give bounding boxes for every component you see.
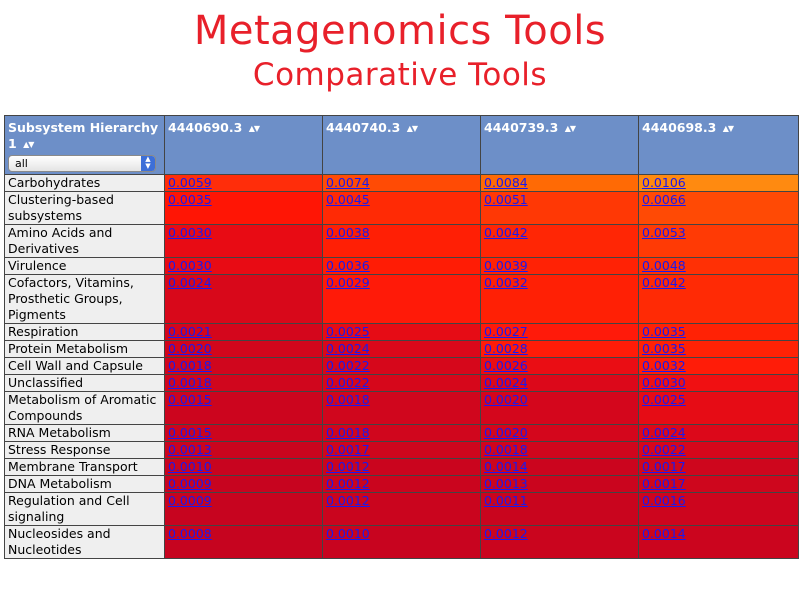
value-cell: [639, 526, 799, 559]
table-row: [5, 175, 799, 192]
value-link[interactable]: 0.0018: [326, 392, 370, 407]
column-header-sample-2: [323, 116, 481, 175]
value-cell: [165, 442, 323, 459]
value-link[interactable]: 0.0012: [326, 493, 370, 508]
value-cell: [639, 275, 799, 324]
value-link[interactable]: 0.0048: [642, 258, 686, 273]
value-link[interactable]: 0.0012: [484, 526, 528, 541]
value-cell: [323, 341, 481, 358]
value-link[interactable]: 0.0028: [484, 341, 528, 356]
value-link[interactable]: 0.0024: [326, 341, 370, 356]
value-link[interactable]: 0.0066: [642, 192, 686, 207]
column-header-subsystem: [5, 116, 165, 175]
value-cell: [639, 459, 799, 476]
value-cell: [165, 493, 323, 526]
value-cell: [481, 476, 639, 493]
row-label: Clustering-based subsystems: [5, 192, 165, 225]
value-cell: [639, 258, 799, 275]
value-cell: [165, 476, 323, 493]
table-body: [5, 175, 799, 559]
value-cell: [323, 459, 481, 476]
value-cell: [165, 341, 323, 358]
value-link[interactable]: 0.0024: [642, 425, 686, 440]
row-label: Nucleosides and Nucleotides: [5, 526, 165, 559]
value-cell: [481, 425, 639, 442]
value-cell: [323, 425, 481, 442]
value-cell: [165, 358, 323, 375]
value-link[interactable]: 0.0008: [168, 526, 212, 541]
value-cell: [639, 442, 799, 459]
filter-selected-value: all: [15, 156, 28, 170]
value-cell: [165, 275, 323, 324]
value-cell: [481, 324, 639, 341]
value-cell: [639, 192, 799, 225]
table-row: [5, 375, 799, 392]
column-header-sample-3: [481, 116, 639, 175]
value-link[interactable]: 0.0030: [642, 375, 686, 390]
sort-up-down-icon[interactable]: ▲▼: [248, 123, 260, 133]
value-cell: [481, 175, 639, 192]
row-label: Protein Metabolism: [5, 341, 165, 358]
value-cell: [639, 225, 799, 258]
value-cell: [639, 493, 799, 526]
row-label: Unclassified: [5, 375, 165, 392]
value-link[interactable]: 0.0039: [484, 258, 528, 273]
value-cell: [481, 258, 639, 275]
value-link[interactable]: 0.0024: [484, 375, 528, 390]
row-label: Virulence: [5, 258, 165, 275]
value-link[interactable]: 0.0025: [326, 324, 370, 339]
row-label: Cofactors, Vitamins, Prosthetic Groups, Pigments: [5, 275, 165, 324]
value-link[interactable]: 0.0032: [484, 275, 528, 290]
value-link[interactable]: 0.0020: [484, 425, 528, 440]
row-label: DNA Metabolism: [5, 476, 165, 493]
row-label: Cell Wall and Capsule: [5, 358, 165, 375]
value-link[interactable]: 0.0017: [326, 442, 370, 457]
value-link[interactable]: 0.0030: [168, 258, 212, 273]
value-cell: [323, 175, 481, 192]
value-link[interactable]: 0.0012: [326, 476, 370, 491]
value-cell: [165, 192, 323, 225]
row-label: Amino Acids and Derivatives: [5, 225, 165, 258]
value-cell: [481, 358, 639, 375]
value-link[interactable]: 0.0021: [168, 324, 212, 339]
value-cell: [639, 175, 799, 192]
value-link[interactable]: 0.0025: [642, 392, 686, 407]
value-link[interactable]: 0.0022: [642, 442, 686, 457]
value-cell: [323, 392, 481, 425]
value-link[interactable]: 0.0017: [642, 459, 686, 474]
value-cell: [639, 375, 799, 392]
value-link[interactable]: 0.0018: [168, 358, 212, 373]
page-title: Metagenomics Tools: [193, 8, 607, 54]
row-label: RNA Metabolism: [5, 425, 165, 442]
value-cell: [323, 358, 481, 375]
value-cell: [323, 275, 481, 324]
column-header-label: 4440698.3: [642, 120, 717, 135]
column-header-sample-4: [639, 116, 799, 175]
value-link[interactable]: 0.0035: [168, 192, 212, 207]
select-arrows-icon: ▲ ▼: [141, 156, 155, 171]
value-link[interactable]: 0.0053: [642, 225, 686, 240]
value-cell: [165, 392, 323, 425]
value-cell: [323, 324, 481, 341]
value-link[interactable]: 0.0014: [642, 526, 686, 541]
table-row: [5, 442, 799, 459]
hierarchy-filter-select[interactable]: [8, 155, 156, 172]
table-row: [5, 392, 799, 425]
column-header-label: Subsystem Hierarchy 1: [8, 120, 159, 151]
value-cell: [481, 442, 639, 459]
column-header-sample-1: [165, 116, 323, 175]
value-link[interactable]: 0.0020: [168, 341, 212, 356]
value-link[interactable]: 0.0024: [168, 275, 212, 290]
sort-up-down-icon[interactable]: ▲▼: [722, 123, 734, 133]
value-link[interactable]: 0.0036: [326, 258, 370, 273]
value-cell: [481, 493, 639, 526]
value-cell: [481, 225, 639, 258]
value-cell: [481, 275, 639, 324]
value-link[interactable]: 0.0015: [168, 425, 212, 440]
value-link[interactable]: 0.0011: [484, 493, 528, 508]
row-label: Regulation and Cell signaling: [5, 493, 165, 526]
value-link[interactable]: 0.0059: [168, 175, 212, 190]
value-cell: [165, 258, 323, 275]
value-cell: [165, 526, 323, 559]
value-cell: [639, 324, 799, 341]
table-row: [5, 275, 799, 324]
value-link[interactable]: 0.0016: [642, 493, 686, 508]
table-row: [5, 192, 799, 225]
value-cell: [323, 526, 481, 559]
value-link[interactable]: 0.0032: [642, 358, 686, 373]
value-cell: [639, 341, 799, 358]
value-cell: [639, 358, 799, 375]
table-row: [5, 425, 799, 442]
table-row: [5, 341, 799, 358]
row-label: Stress Response: [5, 442, 165, 459]
value-cell: [165, 324, 323, 341]
value-cell: [639, 392, 799, 425]
value-link[interactable]: 0.0015: [168, 392, 212, 407]
value-link[interactable]: 0.0042: [642, 275, 686, 290]
value-cell: [323, 258, 481, 275]
value-link[interactable]: 0.0035: [642, 341, 686, 356]
value-link[interactable]: 0.0022: [326, 358, 370, 373]
row-label: Membrane Transport: [5, 459, 165, 476]
column-header-label: 4440740.3: [326, 120, 401, 135]
value-link[interactable]: 0.0035: [642, 324, 686, 339]
table-row: [5, 358, 799, 375]
table-row: [5, 324, 799, 341]
value-cell: [481, 526, 639, 559]
table-row: [5, 225, 799, 258]
value-cell: [165, 375, 323, 392]
value-link[interactable]: 0.0038: [326, 225, 370, 240]
row-label: Carbohydrates: [5, 175, 165, 192]
value-link[interactable]: 0.0014: [484, 459, 528, 474]
sort-up-down-icon[interactable]: ▲▼: [406, 123, 418, 133]
table-row: [5, 493, 799, 526]
table-row: [5, 476, 799, 493]
value-cell: [639, 425, 799, 442]
value-link[interactable]: 0.0010: [326, 526, 370, 541]
page-subtitle: Comparative Tools: [252, 57, 548, 93]
value-link[interactable]: 0.0009: [168, 493, 212, 508]
value-link[interactable]: 0.0074: [326, 175, 370, 190]
value-cell: [481, 392, 639, 425]
value-cell: [165, 175, 323, 192]
value-cell: [323, 192, 481, 225]
row-label: Metabolism of Aromatic Compounds: [5, 392, 165, 425]
value-cell: [481, 459, 639, 476]
value-link[interactable]: 0.0018: [168, 375, 212, 390]
column-header-label: 4440739.3: [484, 120, 559, 135]
value-link[interactable]: 0.0009: [168, 476, 212, 491]
value-link[interactable]: 0.0010: [168, 459, 212, 474]
value-link[interactable]: 0.0018: [484, 442, 528, 457]
value-link[interactable]: 0.0042: [484, 225, 528, 240]
value-link[interactable]: 0.0029: [326, 275, 370, 290]
table-header-row: [5, 116, 799, 175]
value-cell: [481, 341, 639, 358]
row-label: Respiration: [5, 324, 165, 341]
value-link[interactable]: 0.0017: [642, 476, 686, 491]
value-cell: [323, 225, 481, 258]
value-link[interactable]: 0.0022: [326, 375, 370, 390]
column-header-label: 4440690.3: [168, 120, 243, 135]
value-cell: [481, 375, 639, 392]
value-link[interactable]: 0.0012: [326, 459, 370, 474]
table-row: [5, 526, 799, 559]
value-cell: [165, 425, 323, 442]
table-row: [5, 459, 799, 476]
table-row: [5, 258, 799, 275]
value-cell: [323, 442, 481, 459]
value-cell: [639, 476, 799, 493]
value-link[interactable]: 0.0020: [484, 392, 528, 407]
comparison-table: [4, 115, 799, 559]
value-cell: [165, 225, 323, 258]
value-cell: [165, 459, 323, 476]
sort-up-down-icon[interactable]: ▲▼: [23, 139, 34, 149]
value-link[interactable]: 0.0013: [484, 476, 528, 491]
value-cell: [323, 476, 481, 493]
value-cell: [481, 192, 639, 225]
value-link[interactable]: 0.0026: [484, 358, 528, 373]
value-link[interactable]: 0.0051: [484, 192, 528, 207]
value-link[interactable]: 0.0018: [326, 425, 370, 440]
value-link[interactable]: 0.0013: [168, 442, 212, 457]
value-link[interactable]: 0.0027: [484, 324, 528, 339]
value-cell: [323, 375, 481, 392]
value-link[interactable]: 0.0045: [326, 192, 370, 207]
value-link[interactable]: 0.0084: [484, 175, 528, 190]
value-cell: [323, 493, 481, 526]
sort-up-down-icon[interactable]: ▲▼: [564, 123, 576, 133]
value-link[interactable]: 0.0106: [642, 175, 686, 190]
value-link[interactable]: 0.0030: [168, 225, 212, 240]
